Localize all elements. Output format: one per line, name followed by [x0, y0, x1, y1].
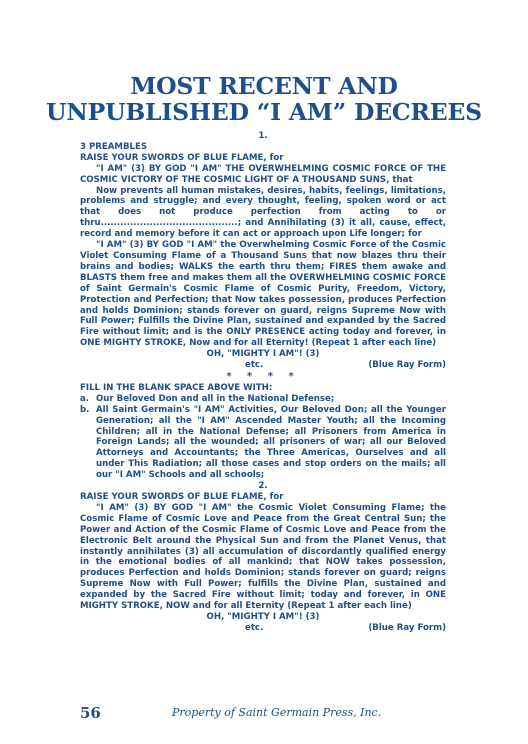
- fill-item-b: [80, 405, 446, 481]
- page-title-line-2: UNPUBLISHED “I AM” DECREES: [46, 98, 482, 126]
- fill-item-a-text: Our Beloved Don and all in the National Defense;: [96, 393, 335, 404]
- section-2-form-label: (Blue Ray Form): [368, 622, 446, 633]
- section-1-form-label: (Blue Ray Form): [368, 360, 446, 371]
- page-number: 56: [80, 704, 101, 722]
- page-footer: [80, 704, 446, 722]
- section-2-etc-row: [80, 623, 446, 634]
- section-1-paragraph-3: "I AM" (3) BY GOD "I AM" the Overwhelming Cosmic Force of the Cosmic Violet Consuming Flame of a Thousand Suns that now blazes thru their brains and bodies; WALKS the earth thru them; FIRES them awake and BLASTS them free and makes them all the OVERWHELMING COSMIC FORCE of Saint Germain's Cosmic Flame of Cosmic Purity, Freedom, Victory, Protection and Perfection; that Now takes possession, produces Perfection and holds Dominion; stands forever on guard, reigns Supreme Now with Full Power; Fulfills the Divine Plan, sustained and expanded by the Sacred Fire without limit; and is the ONLY PRESENCE acting today and forever, in ONE MIGHTY STROKE, Now and for all Eternity! (Repeat 1 after each line): [80, 240, 446, 349]
- page-title-line-1: MOST RECENT AND: [130, 72, 398, 100]
- fill-item-a: [80, 394, 446, 405]
- decree-body: [80, 131, 446, 634]
- section-divider-stars: * * * *: [226, 370, 300, 382]
- section-2-etc: etc.: [245, 622, 264, 633]
- section-1-paragraph-1: "I AM" (3) BY GOD "I AM" THE OVERWHELMING COSMIC FORCE OF THE COSMIC VICTORY OF THE COSMIC LIGHT OF A THOUSAND SUNS, that: [80, 163, 446, 185]
- section-1-raise-line: RAISE YOUR SWORDS OF BLUE FLAME, for: [80, 152, 284, 163]
- property-notice: Property of Saint Germain Press, Inc.: [172, 706, 382, 719]
- section-1-etc: etc.: [245, 360, 264, 371]
- fill-item-b-label: b.: [80, 404, 90, 415]
- section-2-raise-line: RAISE YOUR SWORDS OF BLUE FLAME, for: [80, 492, 284, 502]
- section-1-etc-row: [80, 360, 446, 371]
- section-1-invocation: OH, "MIGHTY I AM"! (3): [206, 349, 320, 360]
- fill-item-a-label: a.: [80, 393, 90, 404]
- section-1-number: 1.: [258, 131, 268, 141]
- section-1-paragraph-2: Now prevents all human mistakes, desires, habits, feelings, limitations, problems and struggle; and every thought, feeling, spoken word or act that does not produce perfection from acting to or thru..........................................; and Annihilating (3) it all, cause, effect, record and memory before it can act or approach upon Life longer; for: [80, 185, 446, 240]
- fill-heading: FILL IN THE BLANK SPACE ABOVE WITH:: [80, 382, 273, 393]
- section-2-invocation: OH, "MIGHTY I AM"! (3): [206, 611, 320, 622]
- preambles-heading: 3 PREAMBLES: [80, 141, 148, 152]
- fill-item-b-text: All Saint Germain's "I AM" Activities, Our Beloved Don; all the Younger Generation; all the "I AM" Ascended Master Youth; all the Incoming Children; all in the National Defense; all Prisoners from America in Foreign Lands; all the wounded; all prisoners of war; all our Beloved Attorneys and Accountants; the Three Americas, Ourselves and all under This Radiation; all those cases and stop orders on the mails; all our "I AM" Schools and all schools;: [96, 404, 446, 481]
- section-2-number: 2.: [258, 481, 268, 492]
- section-2-paragraph-1: "I AM" (3) BY GOD "I AM" the Cosmic Violet Consuming Flame; the Cosmic Flame of Cosmic Love and Peace from the Great Central Sun; the Power and Action of the Cosmic Flame of Cosmic Love and Peace from the Electronic Belt around the Physical Sun and from the Planet Venus, that instantly annihilates (3) all accumulation of discordantly qualified energy in the emotional bodies of all mankind; that NOW takes possession, produces Perfection and holds Dominion; stands forever on guard; reigns Supreme Now with Full Power; fulfills the Divine Plan, sustained and expanded by the Sacred Fire without limit; today and forever, in ONE MIGHTY STROKE, NOW and for all Eternity (Repeat 1 after each line): [80, 502, 446, 612]
